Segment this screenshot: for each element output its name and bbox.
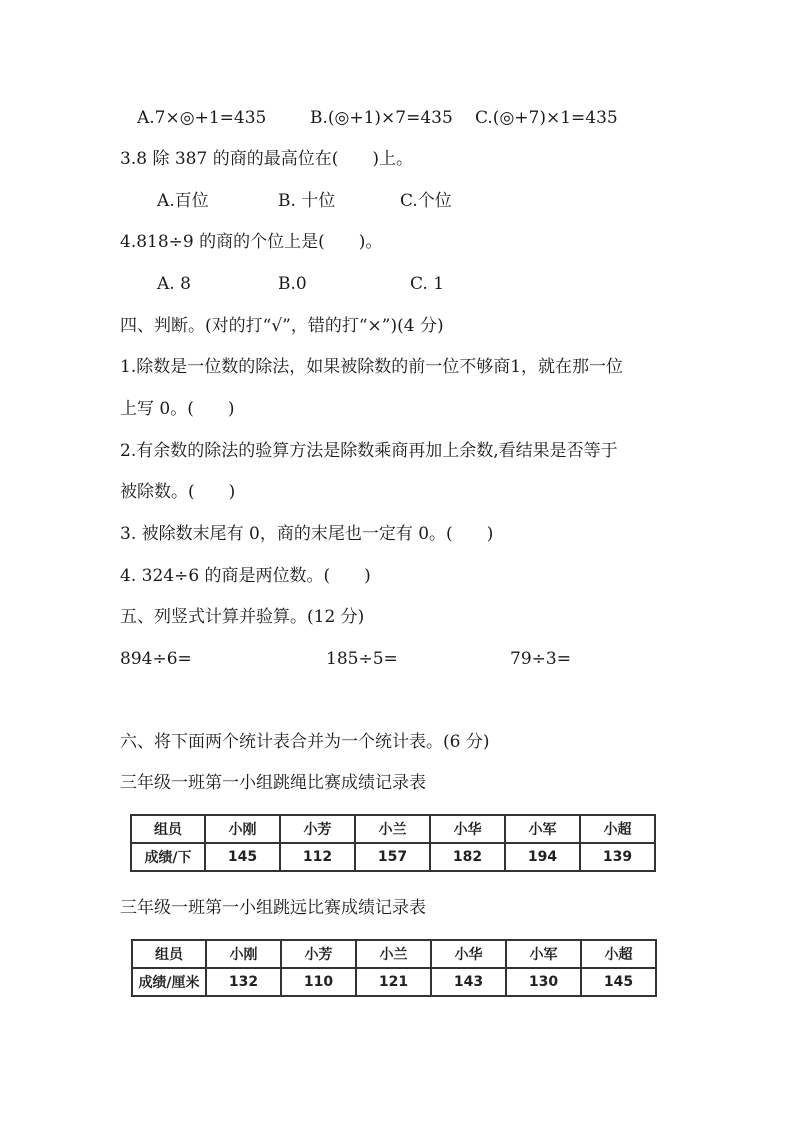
section5-problem-2: 185÷5= — [326, 649, 398, 669]
section4-item-3: 3. 被除数末尾有 0，商的末尾也一定有 0。( ) — [120, 524, 494, 544]
table-header-cell: 小华 — [431, 940, 506, 968]
table-cell: 132 — [206, 968, 281, 996]
section4-item-4: 4. 324÷6 的商是两位数。( ) — [120, 566, 371, 586]
table-cell: 110 — [281, 968, 356, 996]
q3-3-option-c: C.个位 — [400, 191, 452, 211]
long-jump-score-table — [131, 939, 657, 997]
jump-rope-score-table — [130, 814, 656, 872]
table-cell: 194 — [505, 843, 580, 871]
table-header-cell: 小超 — [581, 940, 656, 968]
table-header-cell: 组员 — [131, 815, 205, 843]
q3-4-option-b: B.0 — [278, 274, 307, 294]
section4-item-1a: 1.除数是一位数的除法，如果被除数的前一位不够商1，就在那一位 — [120, 357, 624, 377]
q3-3-option-a: A.百位 — [157, 191, 209, 211]
table-cell: 145 — [581, 968, 656, 996]
table-row — [132, 940, 656, 968]
table-row — [131, 815, 655, 843]
table-header-cell: 小军 — [506, 940, 581, 968]
table-header-cell: 小兰 — [356, 940, 431, 968]
table-cell: 130 — [506, 968, 581, 996]
section5-problem-3: 79÷3= — [510, 649, 571, 669]
table-cell: 112 — [280, 843, 355, 871]
q3-2-option-a: A.7×◎+1=435 — [137, 108, 267, 128]
table-header-cell: 小刚 — [205, 815, 280, 843]
table-cell: 成绩/厘米 — [132, 968, 206, 996]
section5-title: 五、列竖式计算并验算。(12 分) — [120, 607, 365, 627]
table-header-cell: 小兰 — [355, 815, 430, 843]
q3-4-stem: 4.818÷9 的商的个位上是( )。 — [120, 232, 383, 252]
table-header-cell: 小军 — [505, 815, 580, 843]
q3-3-stem: 3.8 除 387 的商的最高位在( )上。 — [120, 149, 413, 169]
q3-2-option-b: B.(◎+1)×7=435 — [310, 108, 453, 128]
table2-caption: 三年级一班第一小组跳远比赛成绩记录表 — [120, 898, 426, 918]
q3-2-option-c: C.(◎+7)×1=435 — [475, 108, 618, 128]
table-cell: 145 — [205, 843, 280, 871]
section4-item-2a: 2.有余数的除法的验算方法是除数乘商再加上余数,看结果是否等于 — [120, 441, 618, 461]
section4-item-2b: 被除数。( ) — [120, 482, 236, 502]
table-header-cell: 小刚 — [206, 940, 281, 968]
table-cell: 121 — [356, 968, 431, 996]
section4-title: 四、判断。(对的打“√”，错的打“×”)(4 分) — [120, 316, 444, 336]
q3-3-option-b: B. 十位 — [278, 191, 336, 211]
table-cell: 成绩/下 — [131, 843, 205, 871]
table-header-cell: 小华 — [430, 815, 505, 843]
table-row — [131, 843, 655, 871]
table-header-cell: 小芳 — [281, 940, 356, 968]
table1-caption: 三年级一班第一小组跳绳比赛成绩记录表 — [120, 773, 426, 793]
section4-item-1b: 上写 0。( ) — [120, 399, 235, 419]
table-cell: 182 — [430, 843, 505, 871]
table-row — [132, 968, 656, 996]
q3-4-option-c: C. 1 — [410, 274, 445, 294]
section6-title: 六、将下面两个统计表合并为一个统计表。(6 分) — [120, 732, 490, 752]
table-header-cell: 小芳 — [280, 815, 355, 843]
q3-4-option-a: A. 8 — [157, 274, 191, 294]
table-header-cell: 小超 — [580, 815, 655, 843]
table-cell: 157 — [355, 843, 430, 871]
table-cell: 139 — [580, 843, 655, 871]
table-cell: 143 — [431, 968, 506, 996]
table-header-cell: 组员 — [132, 940, 206, 968]
section5-problem-1: 894÷6= — [120, 649, 192, 669]
